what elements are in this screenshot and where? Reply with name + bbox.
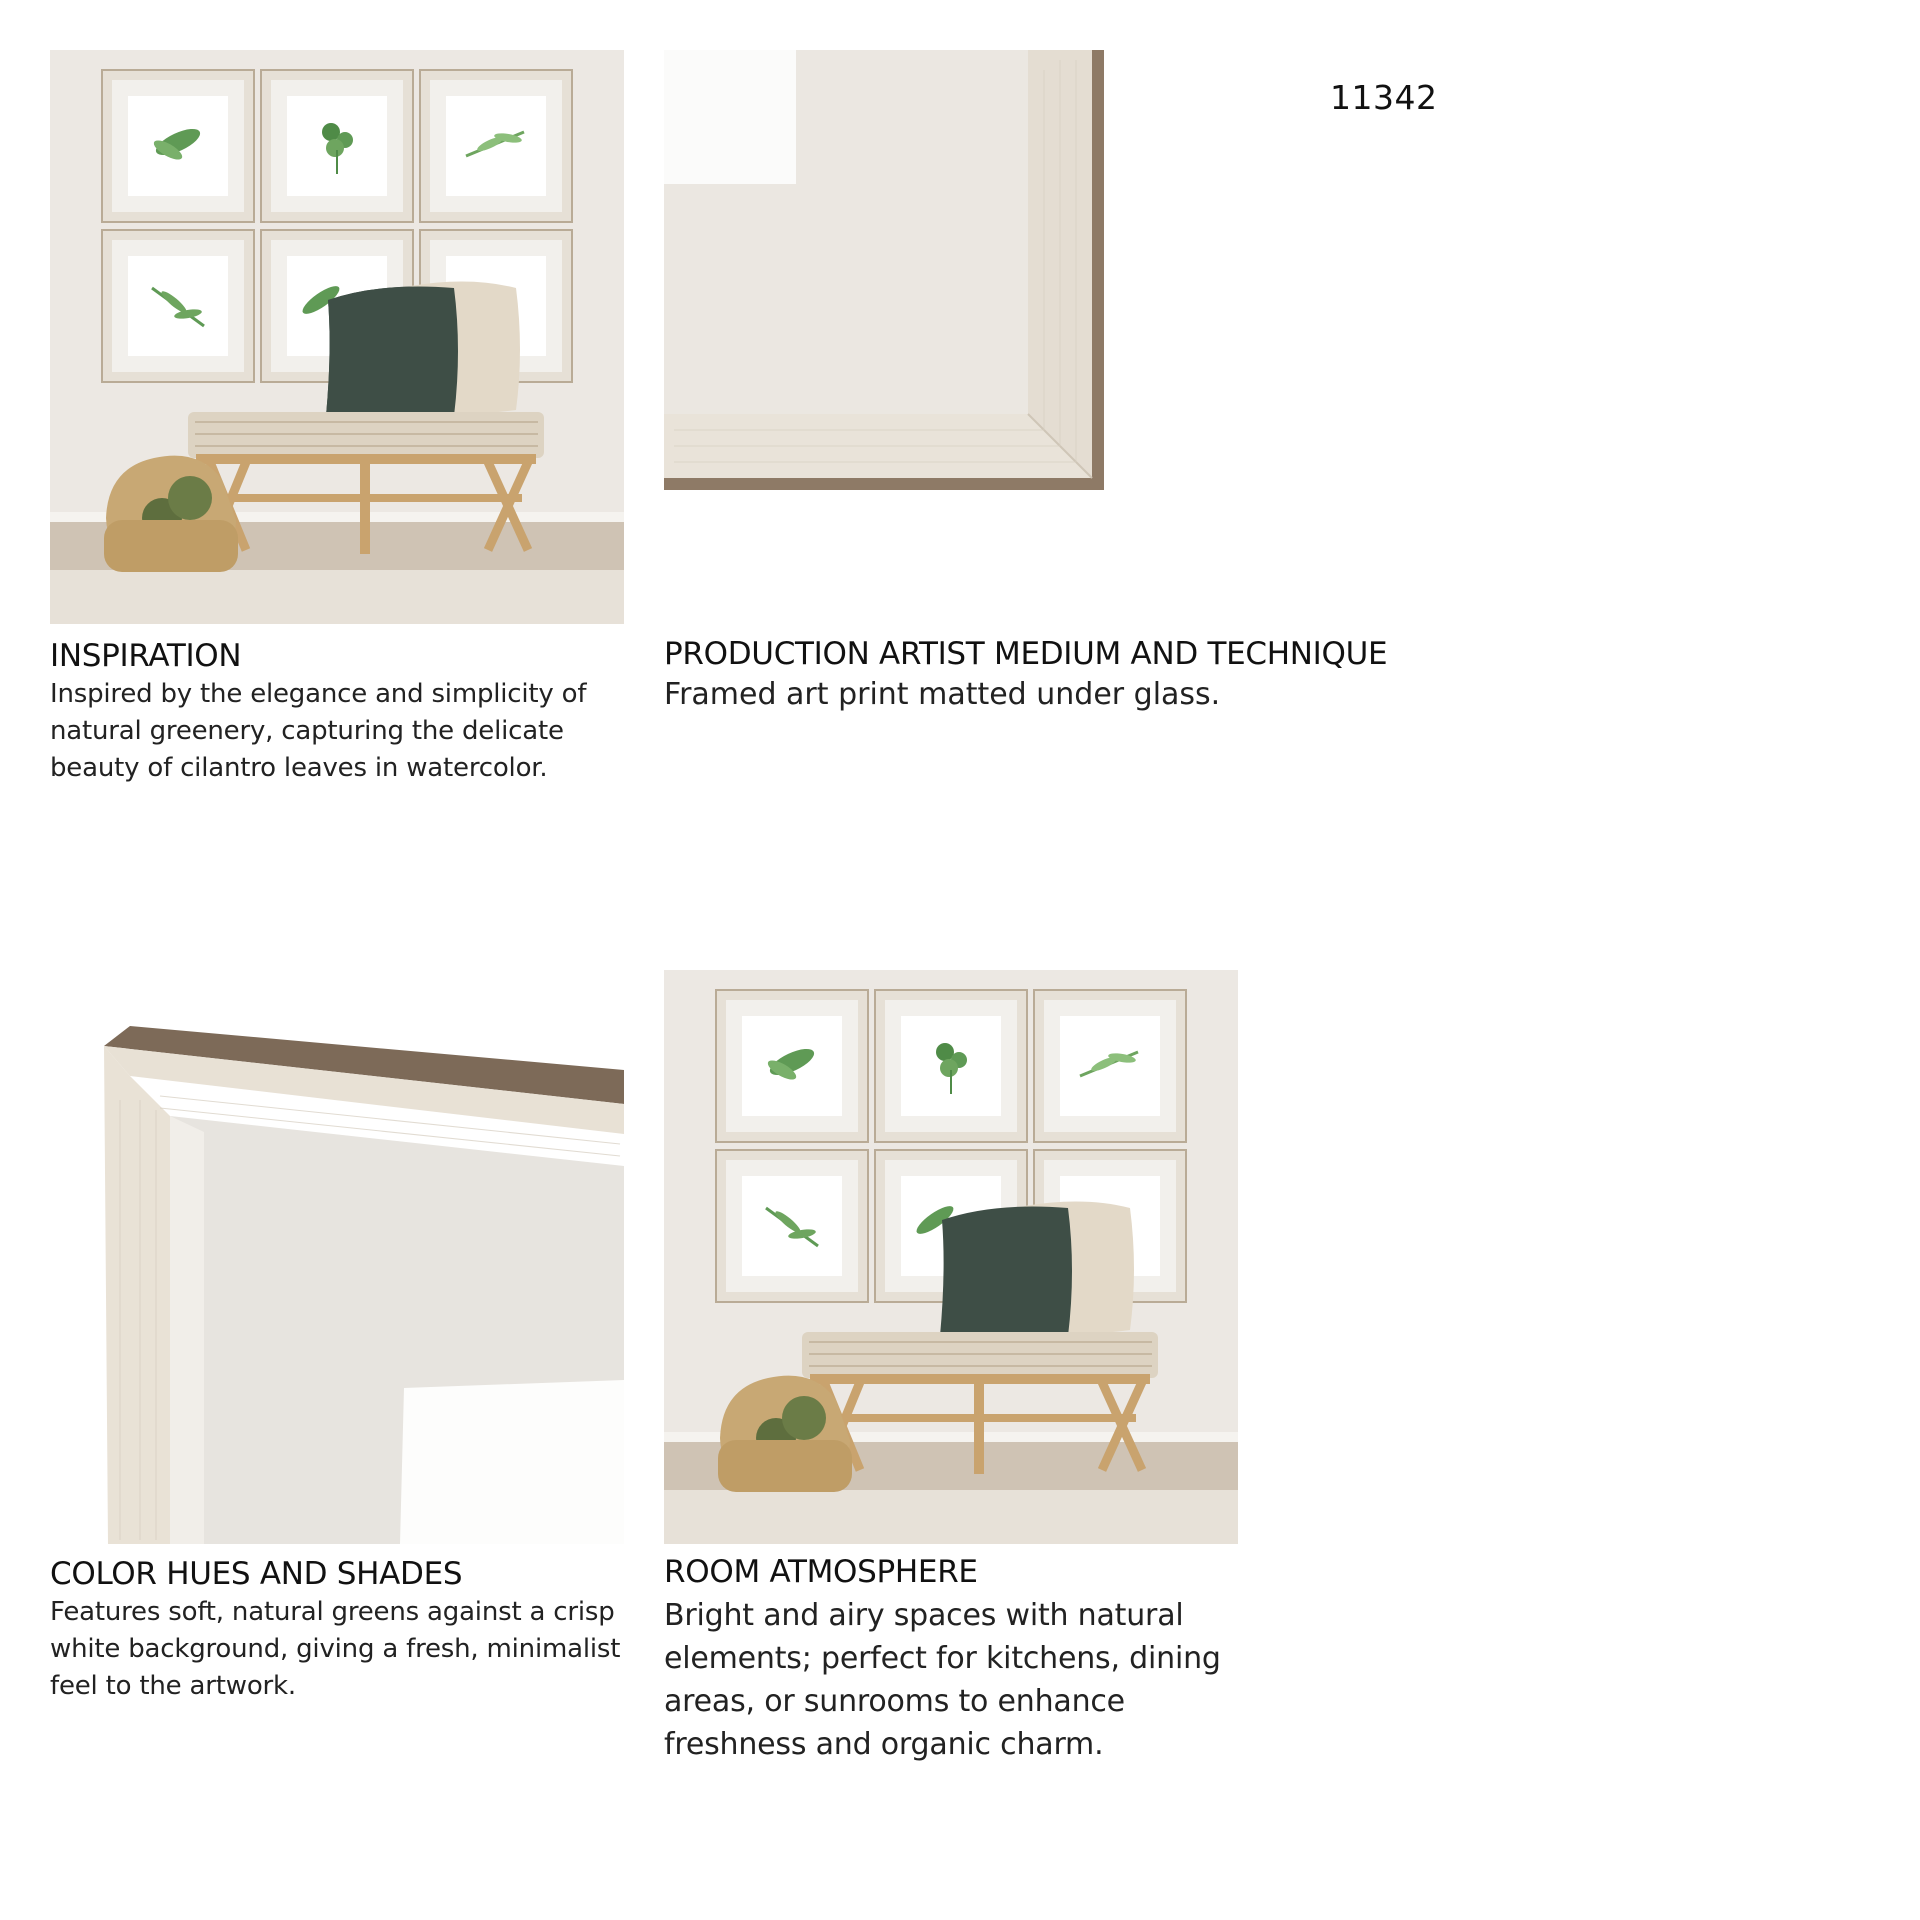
color-text: Features soft, natural greens against a crisp white background, giving a fresh, minimalist feel to the artwork. (50, 1597, 621, 1701)
inspiration-text: Inspired by the elegance and simplicity of natural greenery, capturing the delicate beauty of cilantro leaves in watercolor. (50, 679, 587, 783)
product-id: 11342 (1330, 78, 1438, 117)
room-text: Bright and airy spaces with natural elements; perfect for kitchens, dining areas, or sunrooms to enhance freshness and organic charm. (664, 1598, 1221, 1762)
production-text: Framed art print matted under glass. (664, 677, 1221, 712)
frame-corner-photo (664, 50, 1104, 490)
color-heading: COLOR HUES AND SHADES (50, 1556, 463, 1592)
room-heading: ROOM ATMOSPHERE (664, 1554, 978, 1590)
production-heading: PRODUCTION ARTIST MEDIUM AND TECHNIQUE (664, 636, 1388, 672)
inspiration-heading: INSPIRATION (50, 638, 242, 674)
room-scene-illustration (50, 50, 624, 624)
room-scene-photo (664, 970, 1238, 1544)
print-corner (664, 50, 796, 184)
room-scene-photo (50, 50, 624, 624)
frame-profile-photo (100, 1020, 624, 1544)
